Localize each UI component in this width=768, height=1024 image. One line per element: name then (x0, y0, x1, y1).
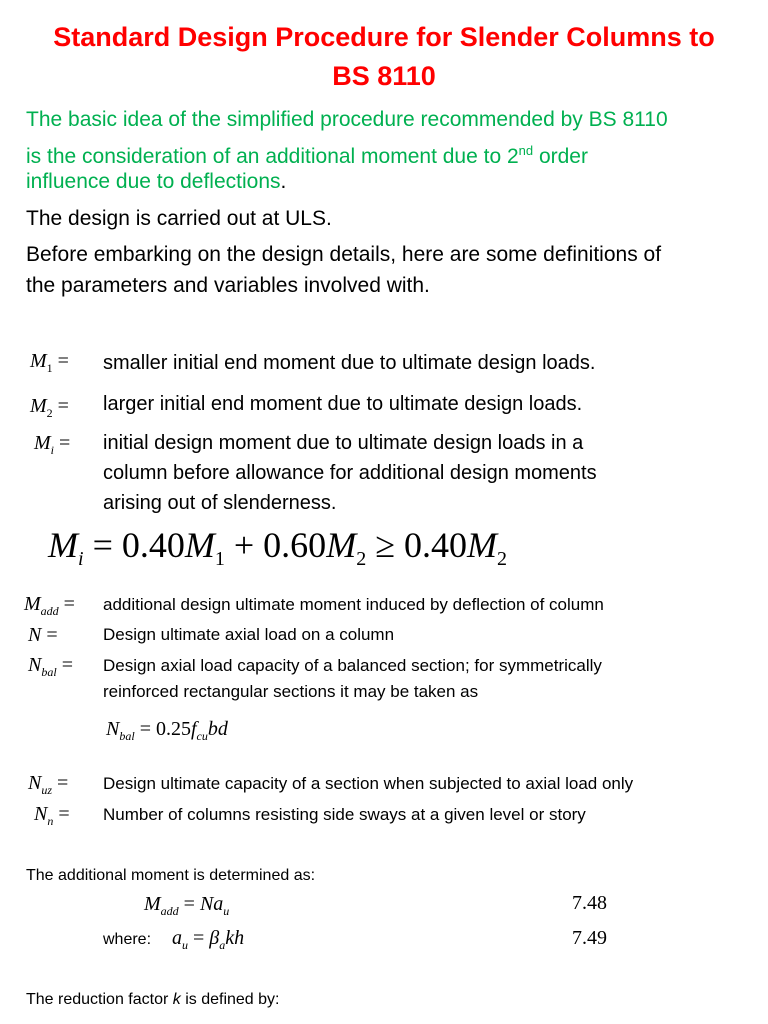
equation-number-748: 7.48 (572, 892, 607, 914)
intro-line2: is the consideration of an additional moment due to 2nd order (26, 143, 588, 168)
symbol-nn: $N_n$ = (34, 803, 70, 828)
formula-mi: $M_i = 0.40M_1 + 0.60M_2 \ge 0.40M_2$ (48, 525, 507, 571)
symbol-n: N = (28, 624, 58, 646)
def-n: Design ultimate axial load on a column (103, 625, 395, 644)
before-line1: Before embarking on the design details, here are some definitions of (26, 243, 662, 266)
symbol-mi: $M_i$ = (34, 432, 71, 457)
symbol-madd: $M_{add}$ = (24, 593, 75, 618)
formula-nbal: $N_{bal} = 0.25f_{cu}bd$ (106, 718, 228, 743)
def-nbal-line1: Design axial load capacity of a balanced section; for symmetrically (103, 656, 602, 675)
def-mi-line3: arising out of slenderness. (103, 492, 337, 514)
additional-intro: The additional moment is determined as: (26, 867, 316, 884)
def-madd: additional design ultimate moment induced by deflection of column (103, 595, 604, 614)
symbol-nbal: $N_{bal}$ = (28, 654, 73, 679)
formula-madd: $M_{add} = Na_u$ (144, 893, 230, 918)
equation-number-749: 7.49 (572, 927, 607, 949)
page-title-line2: BS 8110 (332, 61, 436, 91)
uls-statement: The design is carried out at ULS. (26, 207, 332, 230)
where-label: where: (103, 931, 152, 948)
symbol-m2: $M_2$ = (30, 395, 69, 420)
symbol-m1: $M_1$ = (30, 350, 69, 375)
def-mi-line2: column before allowance for additional design moments (103, 462, 597, 484)
formula-au: $a_u = \beta_akh$ (172, 927, 245, 952)
def-nbal-line2: reinforced rectangular sections it may be taken as (103, 682, 479, 701)
symbol-nuz: $N_{uz}$ = (28, 772, 69, 797)
def-nuz: Design ultimate capacity of a section when subjected to axial load only (103, 774, 634, 793)
def-m2: larger initial end moment due to ultimate design loads. (103, 393, 583, 415)
def-nn: Number of columns resisting side sways at a given level or story (103, 805, 586, 824)
def-mi-line1: initial design moment due to ultimate design loads in a (103, 432, 584, 454)
page-title: Standard Design Procedure for Slender Columns to (53, 22, 715, 52)
intro-line3: influence due to deflections. (26, 170, 287, 193)
before-line2: the parameters and variables involved with. (26, 274, 430, 297)
intro-line1: The basic idea of the simplified procedure recommended by BS 8110 (26, 108, 668, 131)
def-m1: smaller initial end moment due to ultimate design loads. (103, 352, 596, 374)
reduction-factor-text: The reduction factor k is defined by: (26, 991, 280, 1008)
